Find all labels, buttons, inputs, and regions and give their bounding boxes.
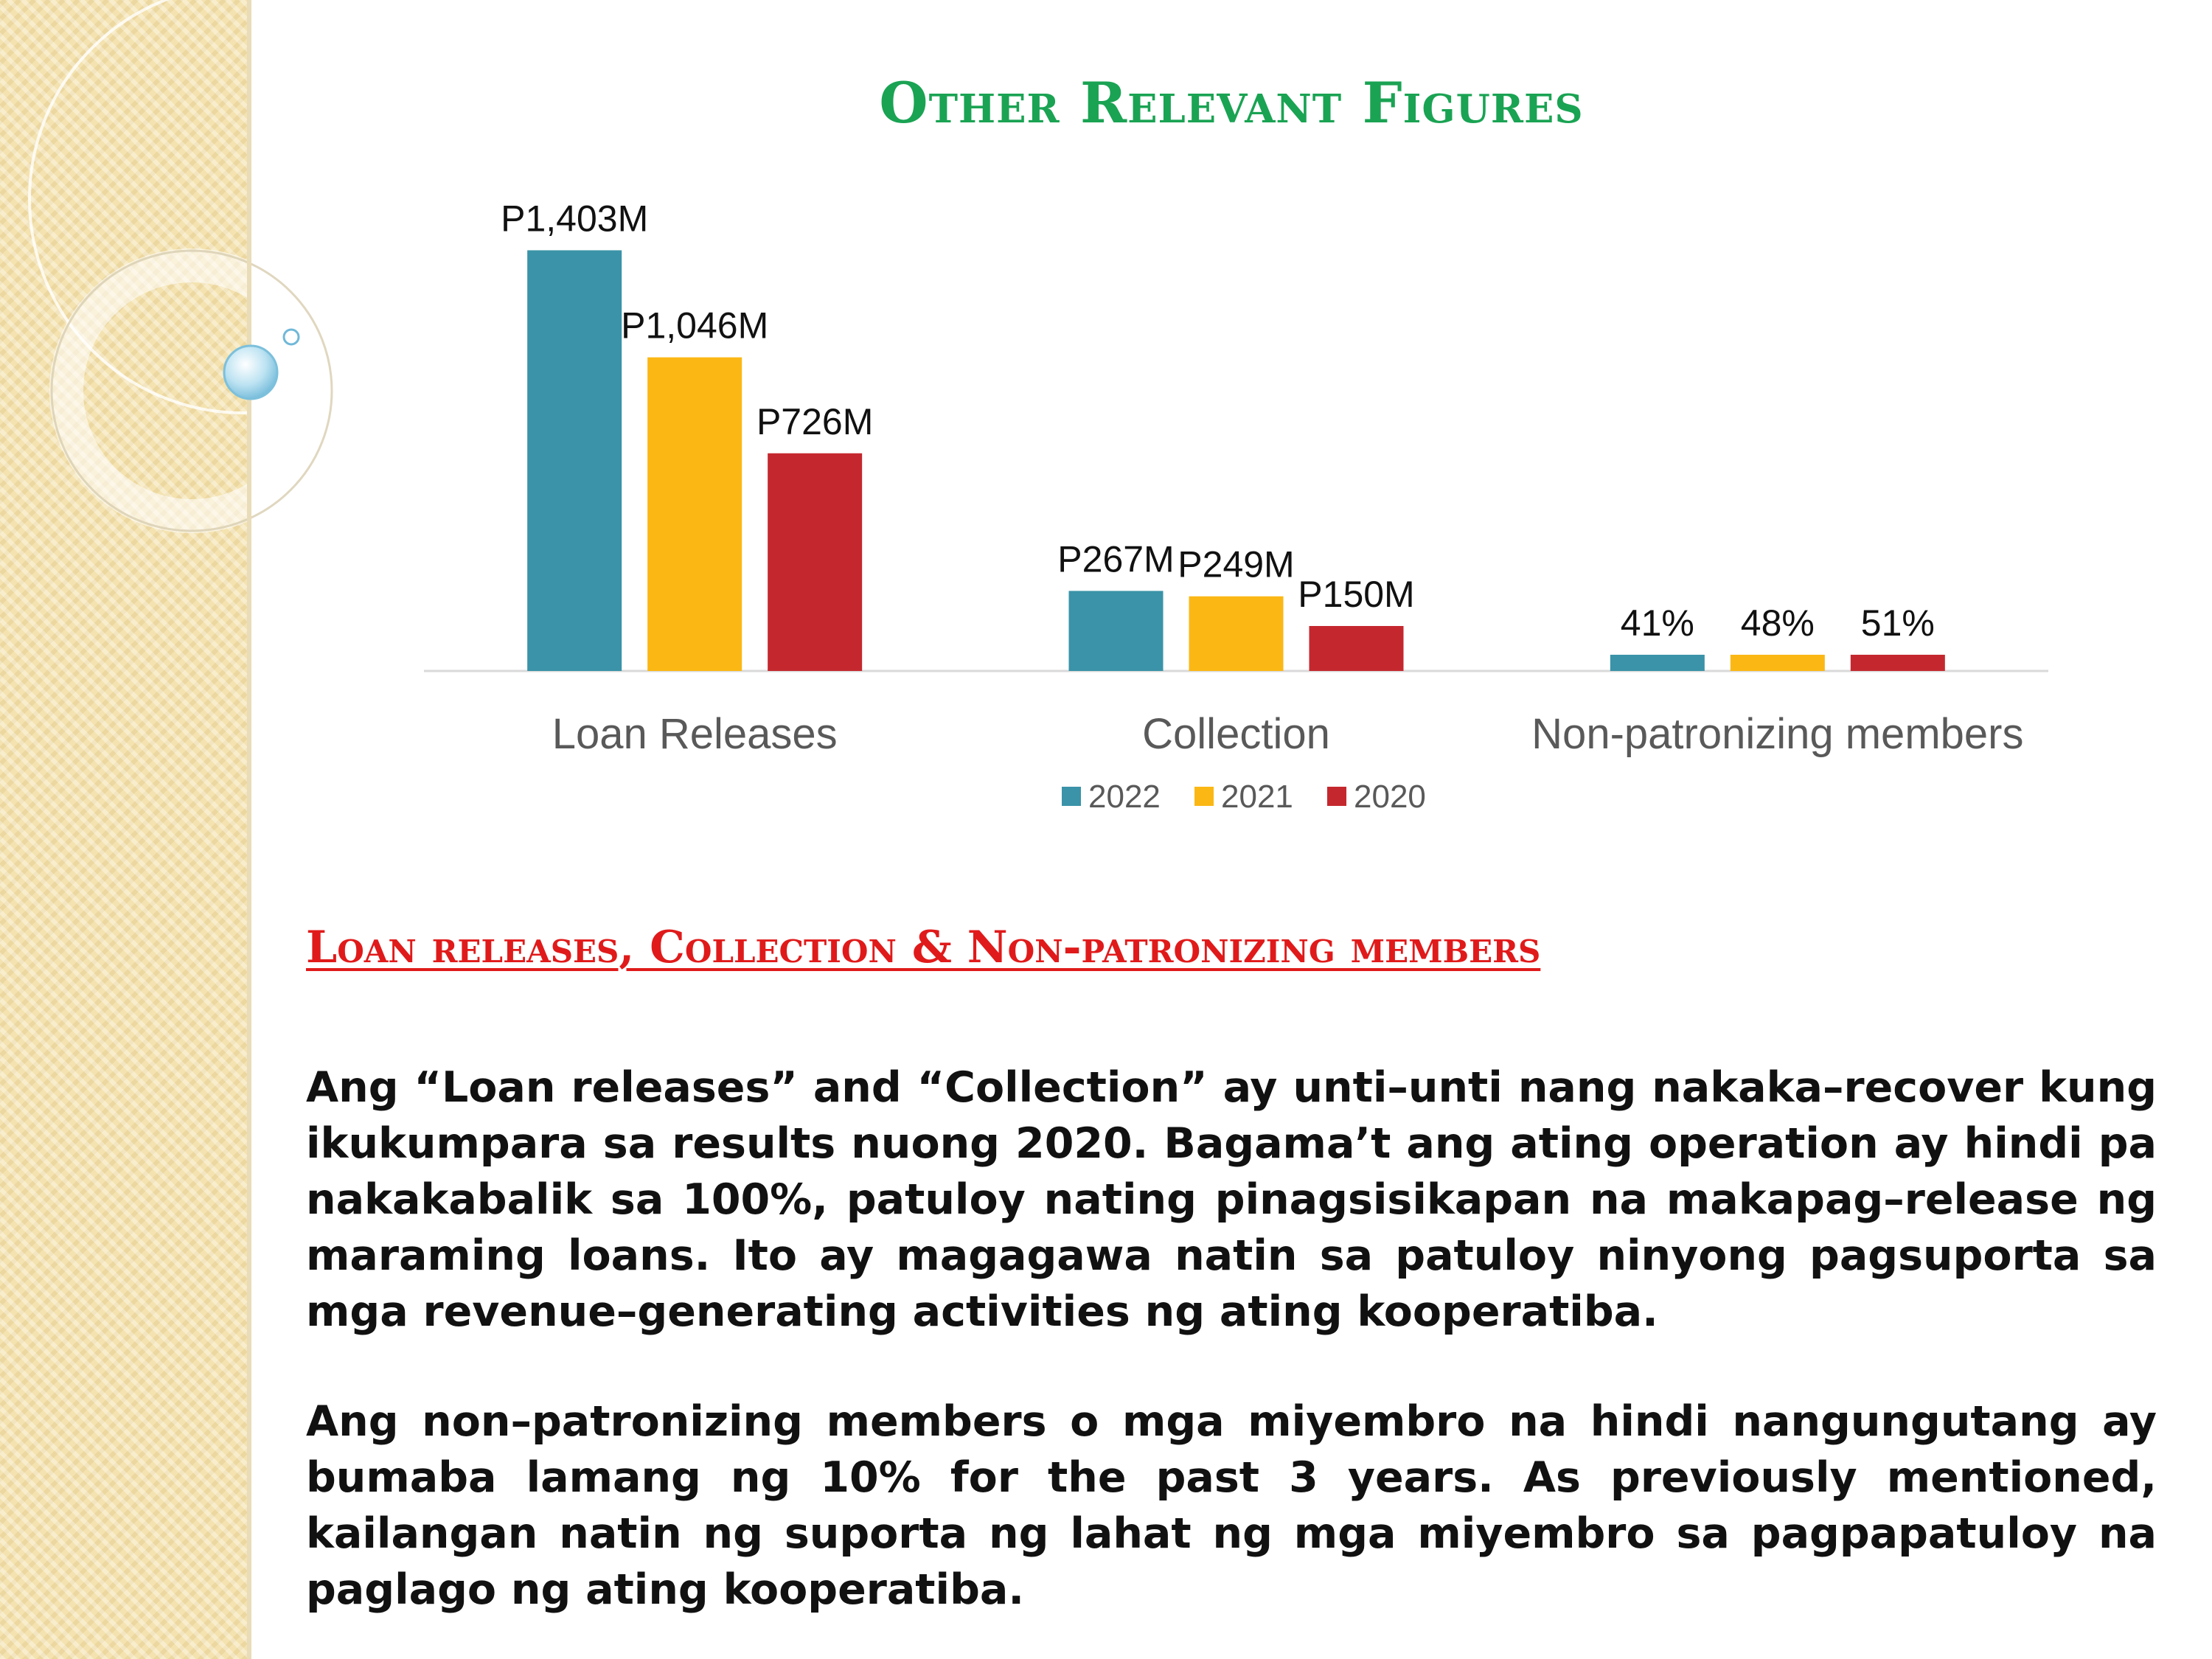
legend-label-2020: 2020	[1354, 779, 1426, 815]
bubble-icon	[214, 317, 317, 420]
panel-edge	[247, 0, 251, 1659]
legend-swatch-2020	[1327, 787, 1346, 806]
legend-swatch-2022	[1062, 787, 1081, 806]
bar-2022-2	[1610, 655, 1705, 671]
bar-2021-0	[647, 358, 742, 671]
bar-2020-0	[768, 453, 862, 671]
paragraph-non-patronizing: Ang non–patronizing members o mga miyembro na hindi nangungutang ay bumaba lamang ng 10% for the past 3 years. As previously mentioned, kailangan natin ng suporta ng lahat ng mga miyembro sa pagpapatuloy na paglago ng ating kooperatiba.	[306, 1397, 2157, 1614]
section-subheading: Loan releases, Collection & Non-patronizing members	[306, 922, 1541, 973]
category-label-0: Loan Releases	[552, 710, 838, 758]
data-label-2021-2: 48%	[1740, 602, 1815, 644]
legend-swatch-2021	[1194, 787, 1214, 806]
bar-2022-1	[1069, 591, 1164, 671]
data-label-2022-0: P1,403M	[501, 198, 649, 240]
category-label-2: Non-patronizing members	[1531, 710, 2024, 758]
bar-2020-1	[1310, 626, 1404, 671]
decorative-side-panel	[0, 0, 247, 1659]
data-label-2020-1: P150M	[1298, 574, 1415, 615]
bar-2020-2	[1851, 655, 1945, 671]
legend-label-2021: 2021	[1221, 779, 1293, 815]
legend-label-2022: 2022	[1088, 779, 1161, 815]
bar-2022-0	[527, 250, 622, 671]
bar-2021-1	[1189, 597, 1284, 671]
page-title: Other Relevant Figures	[879, 70, 1584, 136]
data-label-2022-1: P267M	[1057, 538, 1175, 580]
bar-2021-2	[1731, 655, 1825, 671]
paragraph-loan-collection: Ang “Loan releases” and “Collection” ay unti–unti nang nakaka–recover kung ikukumpara sa results nuong 2020. Bagama’t ang ating operation ay hindi pa nakakabalik sa 100%, patuloy nating pinagsisikapan na makapag–release ng maraming loans. Ito ay magagawa natin sa patuloy ninyong pagsuporta sa mga revenue–generating activities ng ating kooperatiba.	[306, 1063, 2157, 1336]
data-label-2021-1: P249M	[1178, 543, 1295, 585]
data-label-2021-0: P1,046M	[621, 305, 769, 347]
category-label-1: Collection	[1142, 710, 1330, 758]
data-label-2020-0: P726M	[756, 400, 874, 442]
data-label-2020-2: 51%	[1860, 602, 1935, 644]
bar-chart	[383, 192, 2065, 855]
data-label-2022-2: 41%	[1620, 602, 1694, 644]
